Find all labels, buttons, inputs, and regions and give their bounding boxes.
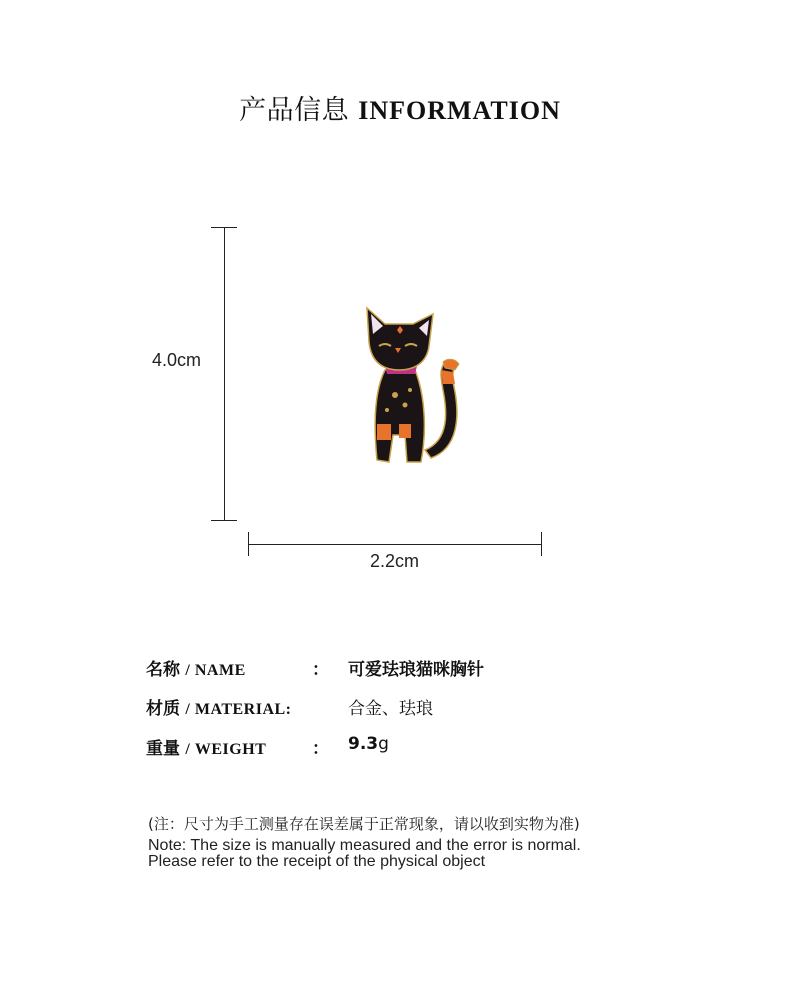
spec-name-key-en: / NAME: [185, 662, 246, 679]
spec-weight-colon: ：: [312, 739, 329, 759]
spec-weight-value: 9.3: [348, 734, 379, 754]
height-dimension-line: [224, 227, 225, 521]
cat-brooch-icon: [355, 300, 465, 470]
spec-name-colon: ：: [312, 660, 329, 680]
spec-material-key-en: / MATERIAL:: [185, 701, 292, 718]
height-dimension-top-cap: [211, 227, 237, 228]
page-title: [0, 88, 800, 127]
page-title-cn: 产品信息: [239, 95, 350, 126]
spec-name-key-cn: 名称: [146, 660, 180, 680]
note-cn: (注：尺寸为手工测量存在误差属于正常现象，请以收到实物为准): [148, 815, 580, 833]
spec-weight-key-en: / WEIGHT: [185, 741, 267, 758]
height-dimension-bottom-cap: [211, 520, 237, 521]
spec-row-material: [146, 694, 433, 719]
spec-row-weight: [146, 734, 389, 759]
spec-name-value: 可爱珐琅猫咪胸针: [348, 660, 484, 680]
spec-material-value: 合金、珐琅: [348, 699, 433, 719]
width-label: 2.2cm: [370, 551, 420, 571]
spec-weight-unit: g: [378, 734, 389, 754]
page-title-en: INFORMATION: [358, 96, 561, 125]
spec-weight-key-cn: 重量: [146, 739, 180, 759]
note-en-line2: Please refer to the receipt of the physical object: [148, 853, 486, 870]
width-dimension-line: [248, 544, 542, 545]
spec-material-key-cn: 材质: [146, 699, 180, 719]
note-en-line1: Note: The size is manually measured and the error is normal.: [148, 837, 581, 854]
height-label: 4.0cm: [152, 350, 202, 370]
spec-row-name: [146, 655, 484, 680]
spec-weight-value-wrap: [348, 734, 389, 754]
width-dimension-left-cap: [248, 532, 249, 556]
width-dimension-right-cap: [541, 532, 542, 556]
